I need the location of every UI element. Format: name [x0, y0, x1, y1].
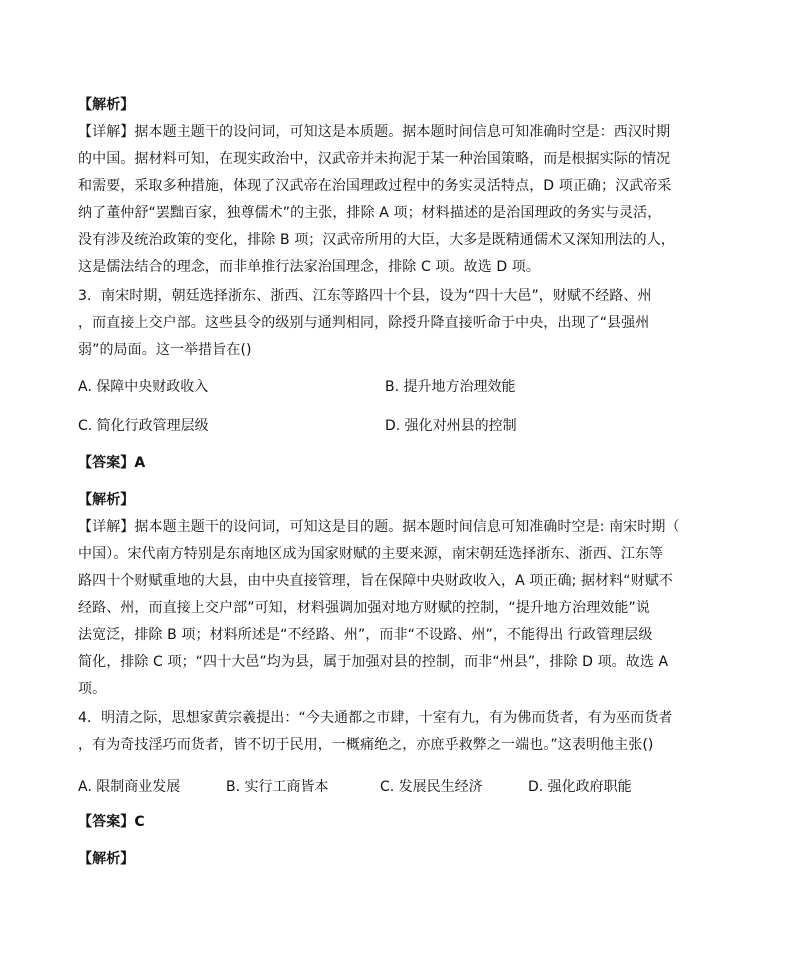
q3-stem-line: 3．南宋时期，朝廷选择浙东、浙西、江东等路四十个县，设为“四十大邑”，财赋不经路、州 [78, 288, 652, 304]
q4-option-b: B. 实行工商皆本 [226, 779, 329, 795]
q2-detail-line: 纳了董仲舒“罢黜百家，独尊儒术”的主张，排除 A 项；材料描述的是治国理政的务实与灵活， [78, 205, 662, 221]
q3-option-c: C. 简化行政管理层级 [78, 418, 209, 434]
q2-detail-line: 和需要，采取多种措施，体现了汉武帝在治国理政过程中的务实灵活特点，D 项正确；汉武帝采 [78, 178, 672, 194]
q4-option-d: D. 强化政府职能 [528, 779, 632, 795]
q3-detail-line: 法宽泛，排除 B 项；材料所述是“不经路、州”，而非“不设路、州”，不能得出 行政管理层级 [78, 627, 653, 643]
q3-detail-line: 简化，排除 C 项；“四十大邑”均为县，属于加强对县的控制，而非“州县”，排除 D 项。故选 A [78, 654, 669, 670]
q4-stem-line: 4．明清之际，思想家黄宗羲提出：“今夫通都之市肆，十室有九，有为佛而货者，有为巫而货者 [78, 710, 673, 726]
q2-detail-line: 的中国。据材料可知，在现实政治中，汉武帝并未拘泥于某一种治国策略，而是根据实际的情况 [78, 151, 671, 167]
q3-option-a: A. 保障中央财政收入 [78, 379, 209, 395]
q3-option-b: B. 提升地方治理效能 [385, 379, 516, 395]
q3-detail-line: 中国）。宋代南方特别是东南地区成为国家财赋的主要来源，南宋朝廷选择浙东、浙西、江东等 [78, 546, 664, 562]
q3-detail-line: 路四十个财赋重地的大县，由中央直接管理，旨在保障中央财政收入，A 项正确; 据材料“财赋不 [78, 573, 673, 589]
q4-option-c: C. 发展民生经济 [380, 779, 483, 795]
q3-analysis-tag: 【解析】 [78, 492, 135, 508]
q4-analysis-tag: 【解析】 [78, 851, 135, 867]
q3-answer: 【答案】A [78, 455, 146, 471]
q3-detail-line: 【详解】据本题主题干的设问词，可知这是目的题。据本题时间信息可知准确时空是: 南宋时期（ [78, 519, 680, 535]
q2-analysis-tag: 【解析】 [78, 97, 135, 113]
q2-detail-line: 没有涉及统治政策的变化，排除 B 项；汉武帝所用的大臣，大多是既精通儒术又深知刑法的人， [78, 232, 675, 248]
q3-stem-line: ，而直接上交户部。这些县令的级别与通判相同，除授升降直接听命于中央，出现了“县强州 [78, 315, 650, 331]
q4-answer: 【答案】C [78, 814, 145, 830]
q3-detail-line: 经路、州，而直接上交户部”可知，材料强调加强对地方财赋的控制，“提升地方治理效能”说 [78, 600, 650, 616]
q2-detail-line: 这是儒法结合的理念，而非单推行法家治国理念，排除 C 项。故选 D 项。 [78, 259, 540, 275]
q4-option-a: A. 限制商业发展 [78, 779, 181, 795]
q2-detail-line: 【详解】据本题主题干的设问词，可知这是本质题。据本题时间信息可知准确时空是：西汉时期 [78, 124, 671, 140]
q4-stem-line: ，有为奇技淫巧而货者，皆不切于民用，一概痛绝之，亦庶乎救弊之一端也。”这表明他主张() [78, 737, 654, 753]
q3-option-d: D. 强化对州县的控制 [385, 418, 517, 434]
q3-detail-line: 项。 [78, 681, 107, 697]
q3-stem-line: 弱”的局面。这一举措旨在() [78, 342, 252, 358]
